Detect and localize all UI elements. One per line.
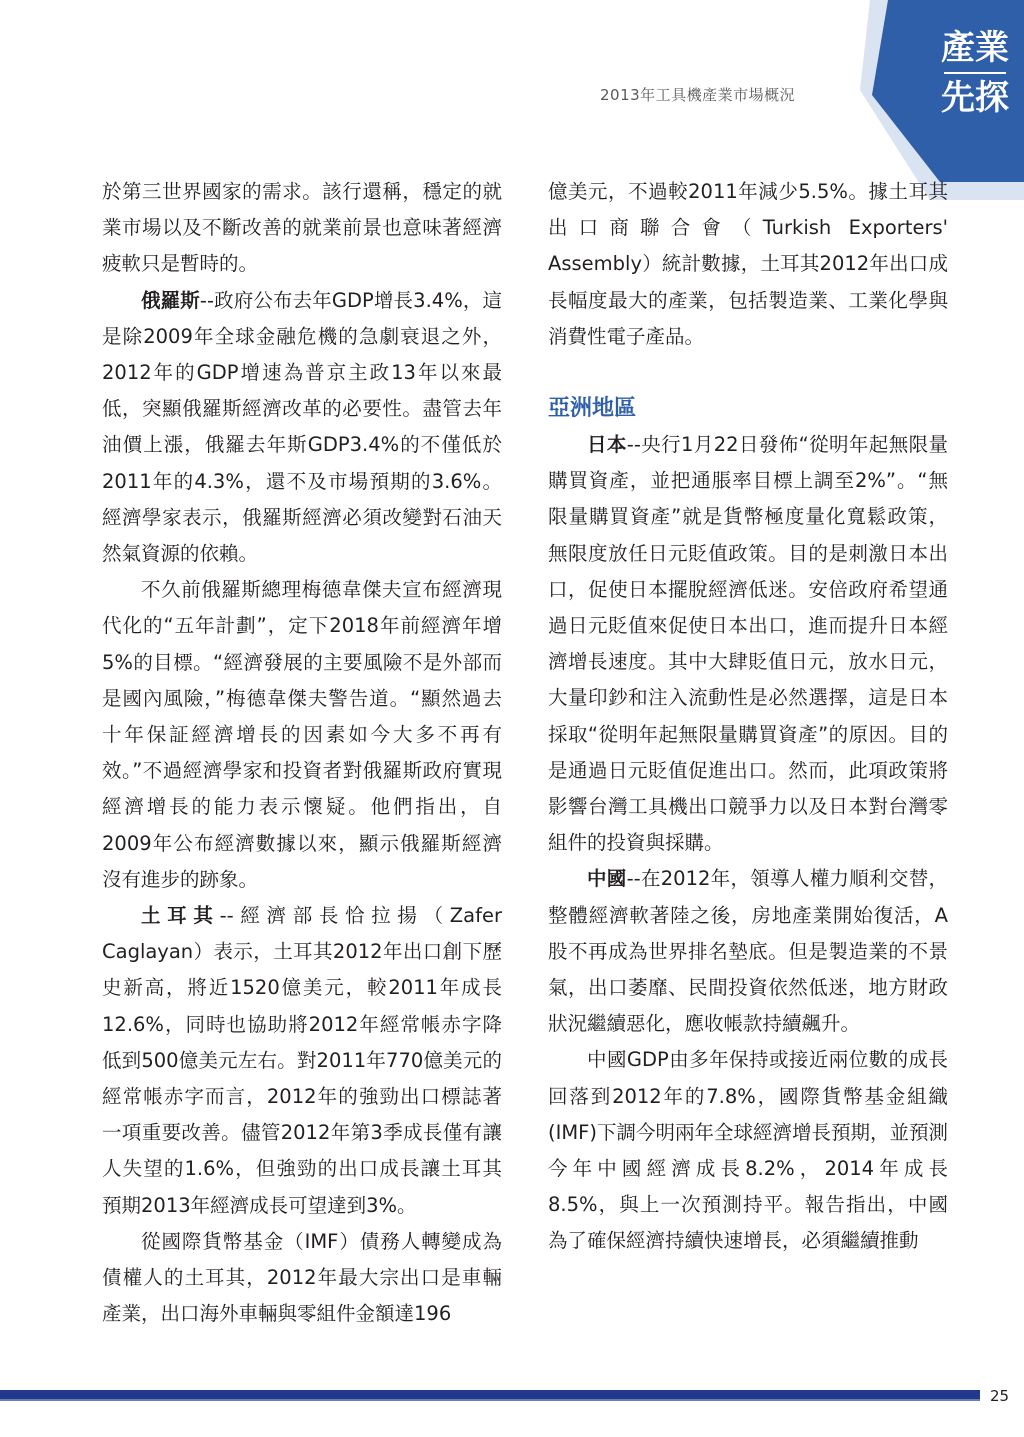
left-column: [102, 174, 502, 1333]
keyword-china: 中國: [587, 867, 627, 891]
keyword-turkey: 土耳其: [141, 904, 220, 928]
keyword-russia: 俄羅斯: [141, 288, 200, 312]
corner-label-line1: 產業: [941, 28, 1009, 68]
paragraph-china-text: --在2012年，領導人權力順利交替，整體經濟軟著陸之後，房地產業開始復活，A股不再成為世界排名墊底。但是製造業的不景氣，出口萎靡、民間投資依然低迷，地方財政狀況繼續惡化，應收帳款持續飆升。: [548, 867, 948, 1036]
page-number: 25: [990, 1387, 1010, 1405]
running-header-title: 2013年工具機產業市場概況: [600, 86, 796, 104]
paragraph-russia-text: --政府公布去年GDP增長3.4%，這是除2009年全球金融危機的急劇衰退之外，2012年的GDP增速為普京主政13年以來最低，突顯俄羅斯經濟改革的必要性。盡管去年油價上漲，俄羅去年斯GDP3.4%的不僅低於2011年的4.3%，還不及市場預期的3.6%。經濟學家表示，俄羅斯經濟必須改變對石油天然氣資源的依賴。: [102, 288, 502, 566]
footer-bar-underline: [0, 1399, 980, 1401]
paragraph-left-3: 不久前俄羅斯總理梅德韋傑夫宣布經濟現代化的“五年計劃”，定下2018年前經濟年增5%的目標。“經濟發展的主要風險不是外部而是國內風險，”梅德韋傑夫警告道。“顯然過去十年保証經濟增長的因素如今大多不再有效。”不過經濟學家和投資者對俄羅斯政府實現經濟增長的能力表示懷疑。他們指出，自2009年公布經濟數據以來，顯示俄羅斯經濟沒有進步的跡象。: [102, 578, 502, 891]
paragraph-turkey-text: --經濟部長恰拉揚（Zafer Caglayan）表示，土耳其2012年出口創下歷史新高，將近1520億美元，較2011年成長12.6%，同時也協助將2012年經常帳赤字降低到500億美元左右。對2011年770億美元的經常帳赤字而言，2012年的強勁出口標誌著一項重要改善。儘管2012年第3季成長僅有讓人失望的1.6%，但強勁的出口成長讓土耳其預期2013年經濟成長可望達到3%。: [102, 904, 502, 1217]
right-column: [548, 174, 948, 1260]
paragraph-japan-text: --央行1月22日發佈“從明年起無限量購買資產，並把通脹率目標上調至2%”。“無限量購買資產”就是貨幣極度量化寬鬆政策，無限度放任日元貶值政策。目的是刺激日本出口，促使日本擺脫經濟低迷。安倍政府希望通過日元貶值來促使日本出口，進而提升日本經濟增長速度。其中大肆貶值日元，放水日元，大量印鈔和注入流動性是必然選擇，這是日本採取“從明年起無限量購買資產”的原因。目的是通過日元貶值促進出口。然而，此項政策將影響台灣工具機出口競爭力以及日本對台灣零組件的投資與採購。: [548, 433, 948, 855]
paragraph-russia: [102, 283, 502, 573]
paragraph-left-5: 從國際貨幣基金（IMF）債務人轉變成為債權人的土耳其，2012年最大宗出口是車輛產業，出口海外車輛與零組件金額達196: [102, 1229, 502, 1326]
paragraph-left-1: 於第三世界國家的需求。該行還稱，穩定的就業市場以及不斷改善的就業前景也意味著經濟疲軟只是暫時的。: [102, 180, 502, 276]
paragraph-japan: [548, 427, 948, 861]
footer-bar: [0, 1390, 980, 1399]
paragraph-turkey: [102, 898, 502, 1224]
section-heading-asia: 亞洲地區: [548, 396, 637, 422]
corner-divider: [944, 72, 1006, 74]
paragraph-china: [548, 861, 948, 1042]
paragraph-right-1: 億美元，不過較2011年減少5.5%。據土耳其出口商聯合會（Turkish Exporters' Assembly）統計數據，土耳其2012年出口成長幅度最大的產業，包括製造業、工業化學與消費性電子產品。: [548, 180, 948, 348]
corner-label-line2: 先探: [941, 78, 1009, 118]
keyword-japan: 日本: [587, 433, 627, 457]
paragraph-right-4: 中國GDP由多年保持或接近兩位數的成長回落到2012年的7.8%，國際貨幣基金組織(IMF)下調今明兩年全球經濟增長預期，並預測今年中國經濟成長8.2%，2014年成長8.5%，與上一次預測持平。報告指出，中國為了確保經濟持續快速增長，必須繼續推動: [548, 1048, 949, 1253]
